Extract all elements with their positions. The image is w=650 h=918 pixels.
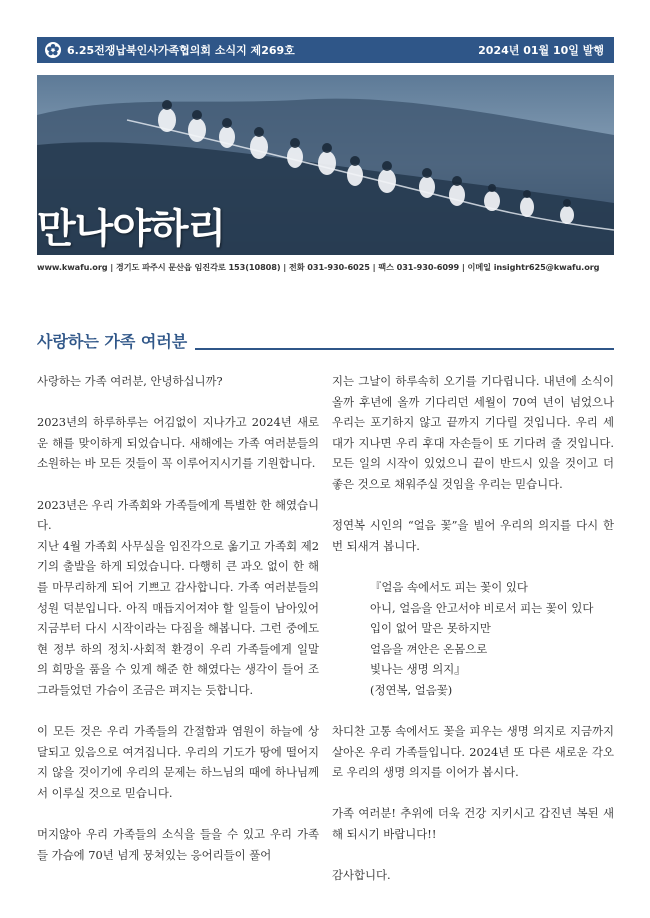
article-left-column [37, 371, 319, 886]
paragraph: 가족 여러분! 추위에 더욱 건강 지키시고 갑진년 복된 새해 되시기 바랍니다!! [332, 806, 614, 842]
poem-line: 『얼음 속에서도 피는 꽃이 있다 [370, 579, 528, 594]
paragraph: 머지않아 우리 가족들의 소식을 들을 수 있고 우리 가족들 가슴에 70년 넘게 뭉쳐있는 응어리들이 풀어 [37, 827, 319, 862]
banner-photo [37, 75, 614, 255]
poem-line: 아니, 얼음을 안고서야 비로서 피는 꽃이 있다 [370, 600, 594, 615]
paragraph: 이 모든 것은 우리 가족들의 간절함과 염원이 하늘에 상달되고 있음으로 여겨집니다. 우리의 기도가 땅에 떨어지지 않을 것이기에 우리의 문제는 하느님의 때에 하나님께서 이루실 것으로 믿습니다. [37, 724, 319, 800]
issue-date: 2024년 01월 10일 발행 [478, 44, 604, 57]
closing: 감사합니다. [332, 868, 391, 883]
paragraph: 차디찬 고통 속에서도 꽃을 피우는 생명 의지로 지금까지 살아온 우리 가족들입니다. 2024년 또 다른 새로운 각오로 우리의 생명 의지를 이어가 봅시다. [332, 724, 614, 780]
paragraph: 사랑하는 가족 여러분, 안녕하십니까? [37, 374, 223, 388]
newsletter-header-bar [37, 37, 614, 63]
contact-info: www.kwafu.org | 경기도 파주시 문산읍 임진각로 153(10808) | 전화 031-930-6025 | 팩스 031-930-6099 | 이메일 insightr625@kwafu.org [37, 262, 600, 272]
paragraph: 2023년의 하루하루는 어김없이 지나가고 2024년 새로운 해를 맞이하게 되었습니다. 새해에는 가족 여러분들의 소원하는 바 모든 것들이 꼭 이루어지시기를 기원합니다. [37, 415, 319, 471]
poem-line: 얼음을 껴안은 온몸으로 [370, 641, 488, 656]
article-headline [37, 328, 614, 352]
article-right-column [332, 371, 614, 886]
poem-quote [332, 577, 614, 701]
paragraph: 지난 4월 가족회 사무실을 임진각으로 옮기고 가족회 제2기의 출발을 하게 되었습니다. 다행히 큰 과오 없이 한 해를 마무리하게 되어 기쁘고 감사합니다. 가족 여러분들의 성원 덕분입니다. 아직 매듭지어져야 할 일들이 남아있어 지금부터 다시 시작이라는 다짐을 해봅니다. 그런 중에도 현 정부 하의 정치·사회적 환경이 우리 가족들에게 일말의 희망을 품을 수 있게 해준 한 해였다는 생각이 들어 조그라들었던 가슴이 조금은 펴지는 듯합니다. [37, 538, 319, 697]
org-issue-label: 6.25전쟁납북인사가족협의회 소식지 제269호 [67, 44, 295, 57]
poem-line: 빛나는 생명 의지』 [370, 662, 466, 677]
headline-rule [195, 348, 614, 350]
article-title: 사랑하는 가족 여러분 [37, 332, 188, 351]
poem-citation: (정연복, 얼음꽃) [370, 682, 453, 697]
paragraph: 지는 그날이 하루속히 오기를 기다립니다. 내년에 소식이 올까 후년에 올까 기다리던 세월이 70여 년이 넘었으나 우리는 포기하지 않고 끝까지 기다릴 것입니다. 우리 세대가 지나면 우리 후대 자손들이 또 기다려 줄 것입니다. 모든 일의 시작이 있었으니 끝이 반드시 있을 것이고 더 좋은 것으로 채워주실 것임을 우리는 믿습니다. [332, 374, 614, 491]
flower-logo-icon [45, 42, 61, 58]
poem-line: 입이 없어 말은 못하지만 [370, 621, 491, 636]
paragraph: 2023년은 우리 가족회와 가족들에게 특별한 한 해였습니다. [37, 497, 319, 533]
paragraph: 정연복 시인의 “얼음 꽃”을 빌어 우리의 의지를 다시 한번 되새겨 봅니다. [332, 518, 614, 553]
banner-title: 만나야하리 [37, 206, 226, 252]
